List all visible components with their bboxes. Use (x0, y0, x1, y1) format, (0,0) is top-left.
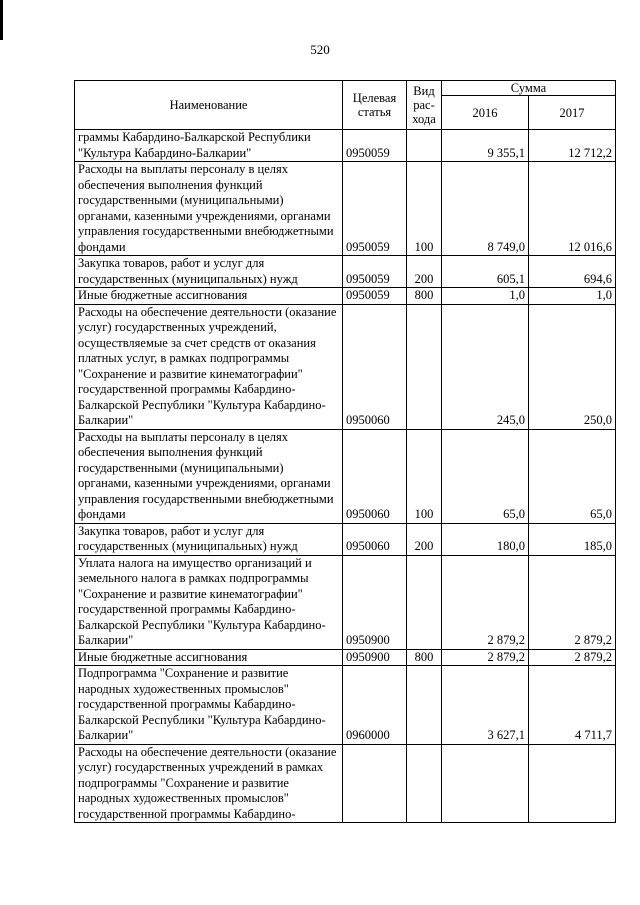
row-name: Уплата налога на имущество организаций и земельного налога в рамках подпрограммы "Сохранение и развитие кинематографии" государственной программы Кабардино-Балкарской Республики "Культура Кабардино-Балкарии" (75, 555, 343, 649)
row-2017: 185,0 (529, 523, 616, 555)
table-row (75, 288, 616, 305)
row-2017: 2 879,2 (529, 555, 616, 649)
row-name: Закупка товаров, работ и услуг для государственных (муниципальных) нужд (75, 256, 343, 288)
header-type: Вид рас-хода (407, 81, 442, 130)
row-name: Закупка товаров, работ и услуг для государственных (муниципальных) нужд (75, 523, 343, 555)
row-type (407, 130, 442, 162)
table-header (75, 81, 616, 130)
header-target: Целевая статья (343, 81, 407, 130)
row-type: 100 (407, 162, 442, 256)
row-2017: 65,0 (529, 429, 616, 523)
row-2016: 65,0 (442, 429, 529, 523)
row-name: Расходы на обеспечение деятельности (оказание услуг) государственных учреждений, осуществляемые за счет средств от оказания платных услуг, в рамках подпрограммы "Сохранение и развитие кинематографии" государственной программы Кабардино-Балкарской Республики "Культура Кабардино-Балкарии" (75, 304, 343, 429)
row-name: Расходы на обеспечение деятельности (оказание услуг) государственных учреждений в рамках подпрограммы "Сохранение и развитие народных художественных промыслов" государственной программы Кабардино- (75, 744, 343, 823)
row-name: граммы Кабардино-Балкарской Республики "Культура Кабардино-Балкарии" (75, 130, 343, 162)
row-name: Иные бюджетные ассигнования (75, 288, 343, 305)
row-code: 0950060 (343, 429, 407, 523)
table-row (75, 304, 616, 429)
row-code: 0950060 (343, 523, 407, 555)
row-2017 (529, 744, 616, 823)
row-2017: 12 016,6 (529, 162, 616, 256)
row-2017: 2 879,2 (529, 649, 616, 666)
row-2017: 250,0 (529, 304, 616, 429)
row-2016 (442, 744, 529, 823)
row-2016: 9 355,1 (442, 130, 529, 162)
scan-edge-mark (0, 0, 3, 40)
row-2016: 1,0 (442, 288, 529, 305)
row-type (407, 555, 442, 649)
row-code: 0950900 (343, 649, 407, 666)
row-code: 0950059 (343, 162, 407, 256)
row-2017: 4 711,7 (529, 666, 616, 745)
row-2016: 3 627,1 (442, 666, 529, 745)
row-code: 0950900 (343, 555, 407, 649)
row-code: 0960000 (343, 666, 407, 745)
row-type (407, 304, 442, 429)
row-type: 800 (407, 288, 442, 305)
table-row (75, 666, 616, 745)
row-2016: 2 879,2 (442, 649, 529, 666)
header-year-2016: 2016 (442, 96, 529, 130)
table-row (75, 130, 616, 162)
table-row (75, 649, 616, 666)
row-code: 0950059 (343, 256, 407, 288)
row-code: 0950059 (343, 130, 407, 162)
page-number: 520 (310, 42, 330, 57)
row-2017: 12 712,2 (529, 130, 616, 162)
table-row (75, 256, 616, 288)
table-row (75, 162, 616, 256)
row-type (407, 666, 442, 745)
row-2016: 8 749,0 (442, 162, 529, 256)
row-name: Подпрограмма "Сохранение и развитие народных художественных промыслов" государственной программы Кабардино-Балкарской Республики "Культура Кабардино-Балкарии" (75, 666, 343, 745)
row-2016: 245,0 (442, 304, 529, 429)
row-code: 0950059 (343, 288, 407, 305)
header-name: Наименование (75, 81, 343, 130)
row-name: Иные бюджетные ассигнования (75, 649, 343, 666)
header-sum: Сумма (442, 81, 616, 96)
row-name: Расходы на выплаты персоналу в целях обеспечения выполнения функций государственными (муниципальными) органами, казенными учреждениями, органами управления государственными внебюджетными фондами (75, 162, 343, 256)
row-code: 0950060 (343, 304, 407, 429)
row-type: 200 (407, 523, 442, 555)
budget-table (74, 80, 616, 823)
row-2016: 180,0 (442, 523, 529, 555)
header-year-2017: 2017 (529, 96, 616, 130)
row-type: 800 (407, 649, 442, 666)
table-row (75, 523, 616, 555)
table-row (75, 429, 616, 523)
row-code (343, 744, 407, 823)
row-2016: 605,1 (442, 256, 529, 288)
row-type: 100 (407, 429, 442, 523)
row-type: 200 (407, 256, 442, 288)
table-row (75, 744, 616, 823)
row-2016: 2 879,2 (442, 555, 529, 649)
table-row (75, 555, 616, 649)
row-2017: 694,6 (529, 256, 616, 288)
row-2017: 1,0 (529, 288, 616, 305)
row-name: Расходы на выплаты персоналу в целях обеспечения выполнения функций государственными (муниципальными) органами, казенными учреждениями, органами управления государственными внебюджетными фондами (75, 429, 343, 523)
row-type (407, 744, 442, 823)
